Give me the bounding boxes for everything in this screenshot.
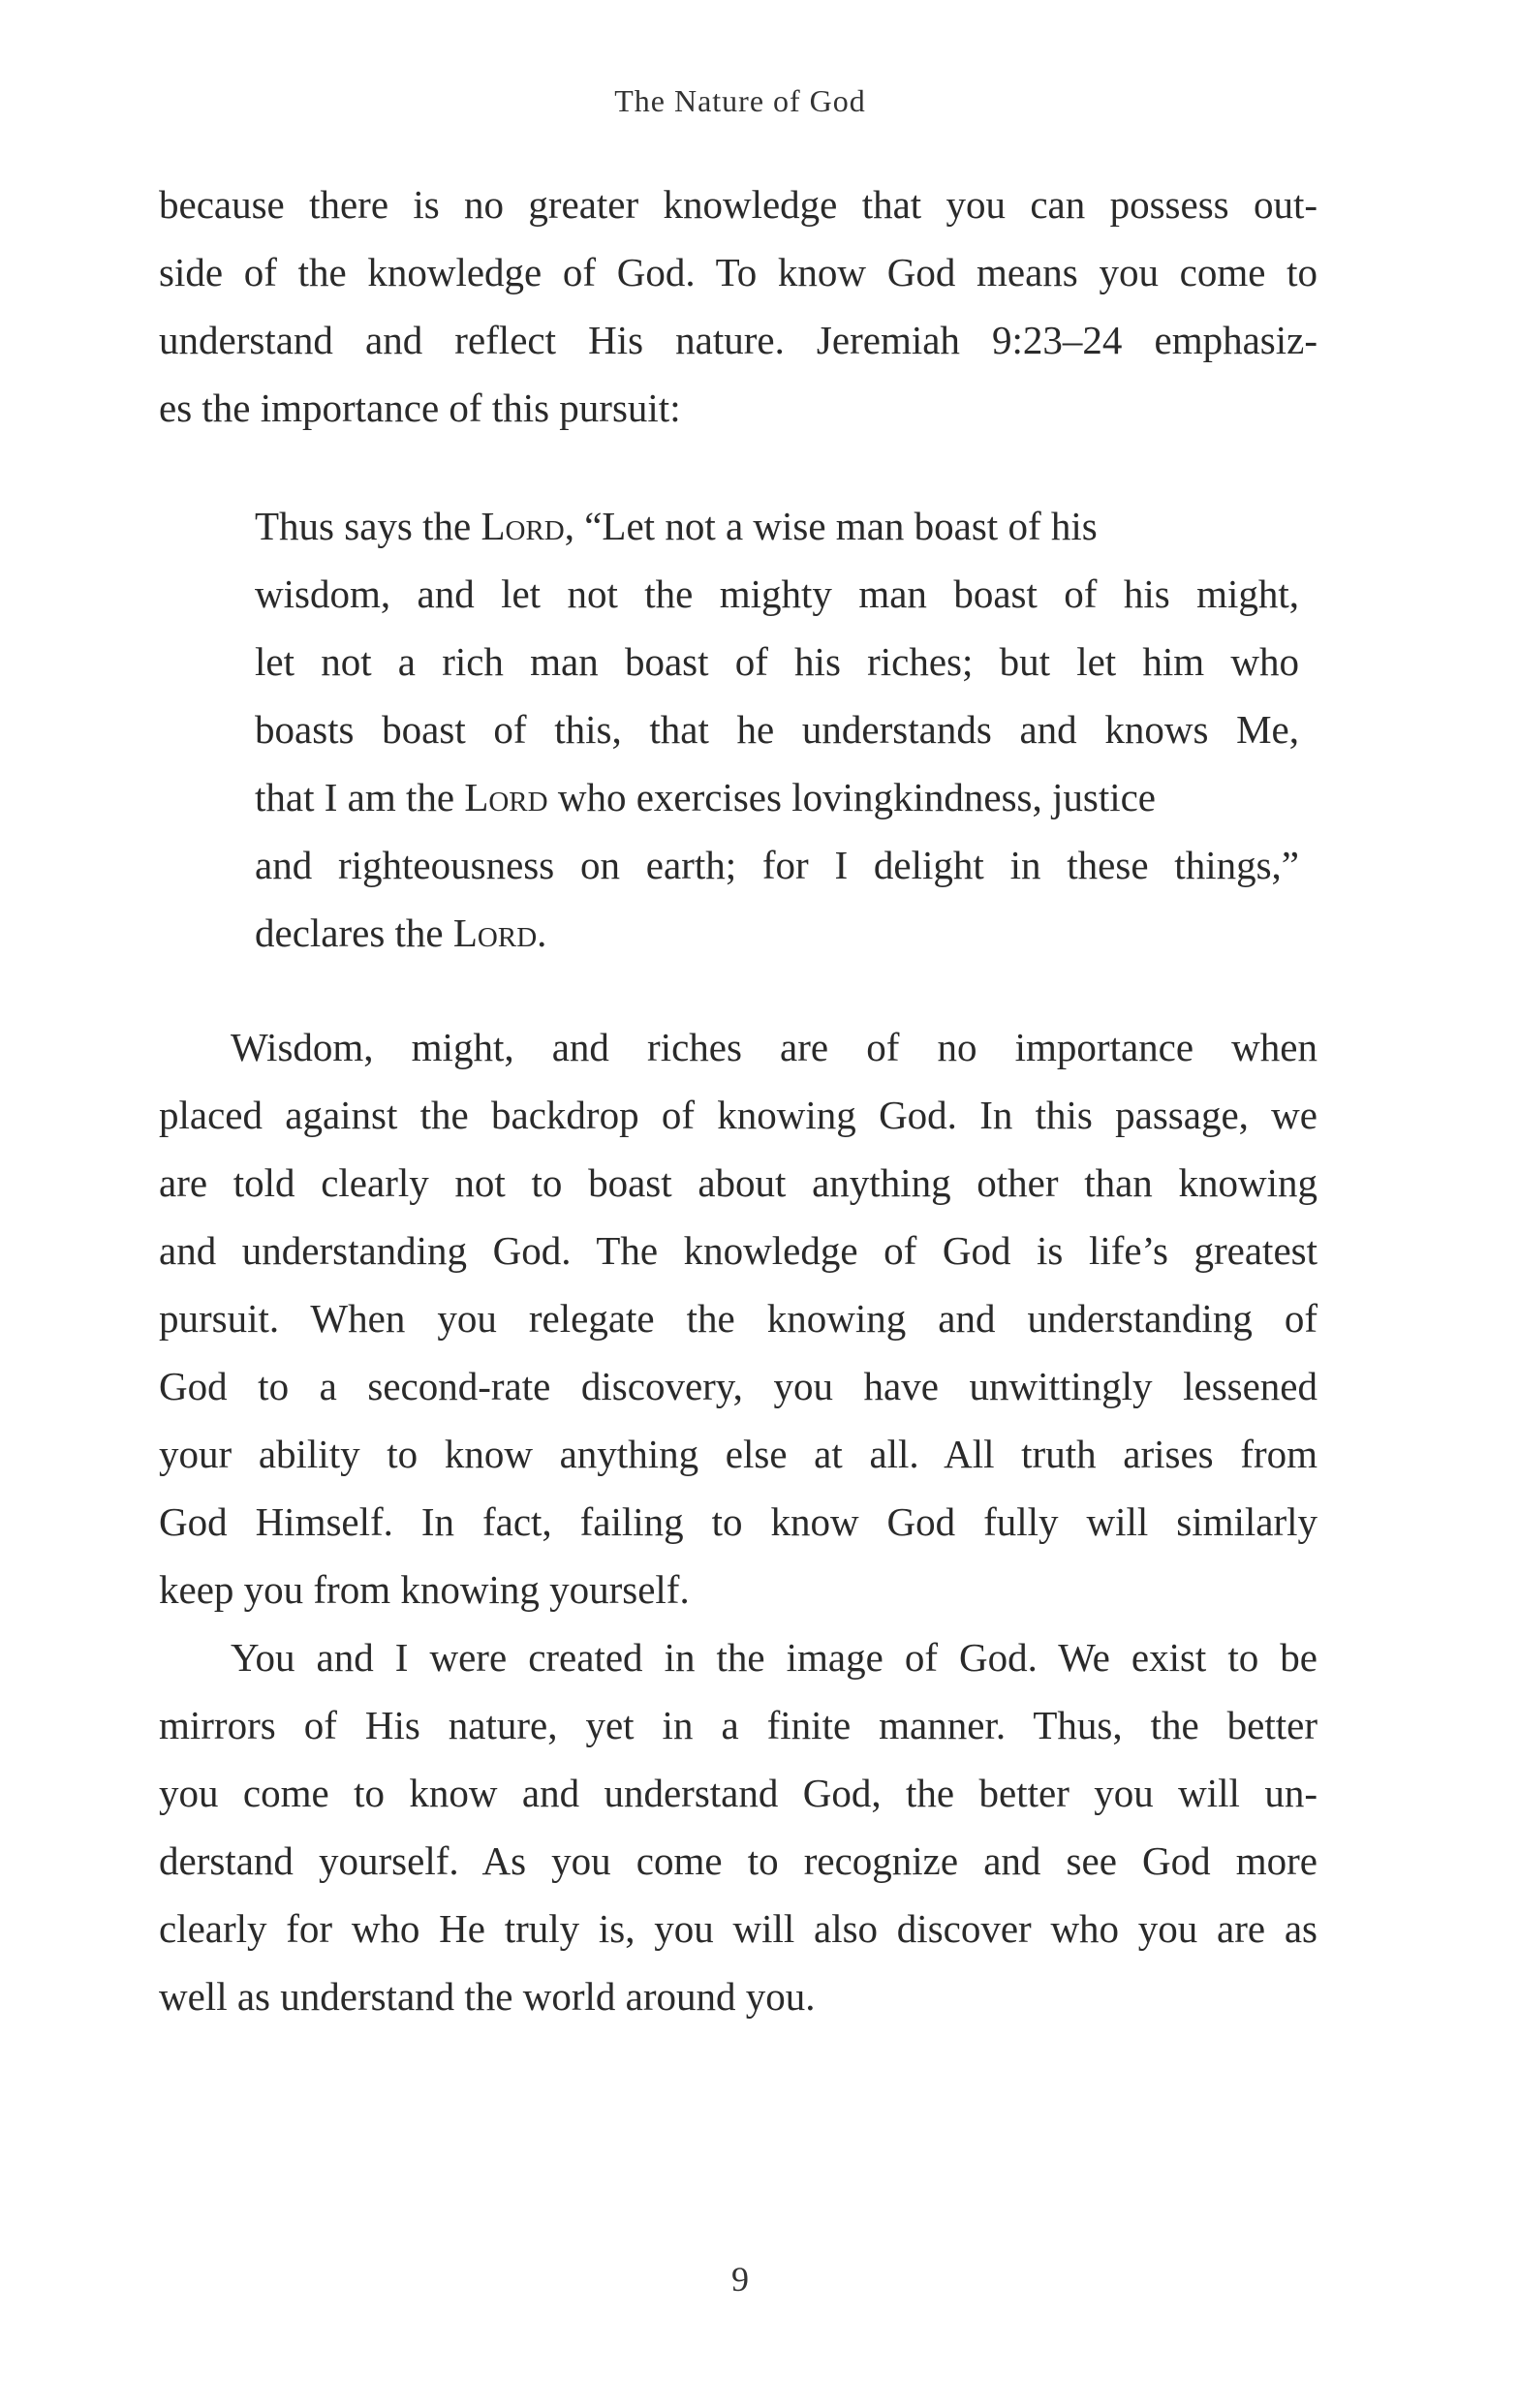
text-line: You and I were created in the image of God. We exist to be xyxy=(231,1635,1318,1680)
text-line: God to a second-rate discovery, you have unwittingly lessened xyxy=(159,1364,1318,1408)
text-line: well as understand the world around you. xyxy=(159,1974,816,2019)
text-line: understand and reflect His nature. Jeremiah 9:23–24 emphasiz- xyxy=(159,318,1318,362)
text-line: your ability to know anything else at all. All truth arises from xyxy=(159,1432,1318,1476)
text-line: derstand yourself. As you come to recognize and see God more xyxy=(159,1838,1318,1883)
lord-small-caps: Lord xyxy=(452,911,538,955)
running-head: The Nature of God xyxy=(614,83,866,118)
quote-line: declares the Lord. xyxy=(255,911,547,955)
text-line: God Himself. In fact, failing to know God fully will similarly xyxy=(159,1499,1318,1544)
text-line: es the importance of this pursuit: xyxy=(159,386,681,430)
text-line: are told clearly not to boast about anything other than knowing xyxy=(159,1160,1318,1205)
text-line: Wisdom, might, and riches are of no importance when xyxy=(231,1025,1318,1069)
text-line: and understanding God. The knowledge of God is life’s greatest xyxy=(159,1228,1318,1273)
quote-line: wisdom, and let not the mighty man boast of his might, xyxy=(255,571,1299,616)
quote-line: let not a rich man boast of his riches; but let him who xyxy=(255,639,1299,684)
lord-small-caps: Lord xyxy=(480,504,565,548)
lord-small-caps: Lord xyxy=(464,775,548,819)
quote-line: boasts boast of this, that he understands and knows Me, xyxy=(255,707,1299,752)
text-line: mirrors of His nature, yet in a finite manner. Thus, the better xyxy=(159,1703,1318,1747)
text-line: because there is no greater knowledge that you can possess out- xyxy=(159,182,1318,227)
quote-line: Thus says the Lord, “Let not a wise man boast of his xyxy=(255,504,1098,548)
text-line: pursuit. When you relegate the knowing and understanding of xyxy=(159,1296,1318,1341)
text-line: placed against the backdrop of knowing God. In this passage, we xyxy=(159,1093,1318,1137)
text-line: clearly for who He truly is, you will also discover who you are as xyxy=(159,1906,1318,1951)
page-number: 9 xyxy=(731,2260,749,2299)
quote-line: that I am the Lord who exercises lovingkindness, justice xyxy=(255,775,1157,819)
paragraph-image-of-god xyxy=(159,1623,1318,2030)
paragraph-wisdom xyxy=(159,1013,1318,1623)
text-line: keep you from knowing yourself. xyxy=(159,1567,690,1612)
text-line: side of the knowledge of God. To know God means you come to xyxy=(159,250,1318,294)
paragraph-intro xyxy=(159,170,1318,442)
quote-line: and righteousness on earth; for I delight in these things,” xyxy=(255,843,1299,887)
text-line: you come to know and understand God, the better you will un- xyxy=(159,1771,1318,1815)
scripture-quote xyxy=(255,492,1299,967)
